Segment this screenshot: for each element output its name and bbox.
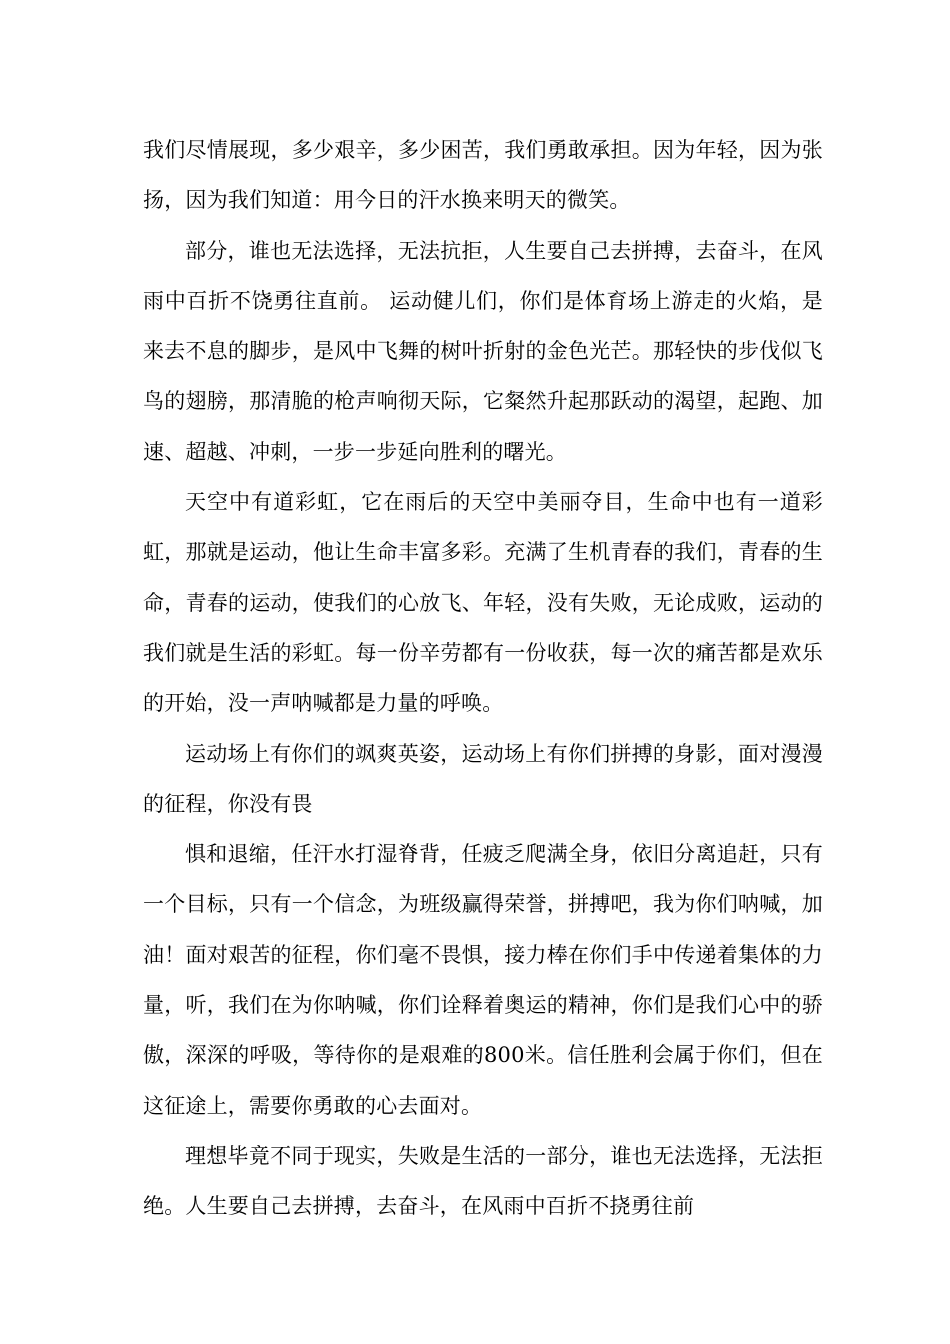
paragraph-6: 理想毕竟不同于现实，失败是生活的一部分，谁也无法选择，无法拒绝。人生要自己去拼搏，去奋斗，在风雨中百折不挠勇往前 [143, 1143, 823, 1219]
paragraph-4: 运动场上有你们的飒爽英姿，运动场上有你们拼搏的身影，面对漫漫的征程，你没有畏 [143, 741, 823, 816]
paragraph-3: 天空中有道彩虹，它在雨后的天空中美丽夺目，生命中也有一道彩虹，那就是运动，他让生命丰富多彩。充满了生机青春的我们，青春的生命，青春的运动，使我们的心放飞、年轻，没有失败，无论成败，运动的我们就是生活的彩虹。每一份辛劳都有一份收获，每一次的痛苦都是欢乐的开始，没一声呐喊都是力量的呼唤。 [143, 490, 823, 716]
document-body [143, 125, 823, 1232]
paragraph-5: 惧和退缩，任汗水打湿脊背，任疲乏爬满全身，依旧分离追赶，只有一个目标，只有一个信念，为班级赢得荣誉，拼搏吧，我为你们呐喊，加油！面对艰苦的征程，你们毫不畏惧，接力棒在你们手中传递着集体的力量，听，我们在为你呐喊，你们诠释着奥运的精神，你们是我们心中的骄傲，深深的呼吸，等待你的是艰难的800米。信任胜利会属于你们，但在这征途上，需要你勇敢的心去面对。 [143, 842, 823, 1118]
paragraph-2: 部分，谁也无法选择，无法抗拒，人生要自己去拼搏，去奋斗，在风雨中百折不饶勇往直前。 运动健儿们，你们是体育场上游走的火焰，是来去不息的脚步，是风中飞舞的树叶折射的金色光芒。那轻快的步伐似飞鸟的翅膀，那清脆的枪声响彻天际，它粲然升起那跃动的渴望，起跑、加速、超越、冲刺，一步一步延向胜利的曙光。 [143, 238, 823, 464]
paragraph-1: 我们尽情展现，多少艰辛，多少困苦，我们勇敢承担。因为年轻，因为张扬，因为我们知道：用今日的汗水换来明天的微笑。 [143, 138, 823, 213]
